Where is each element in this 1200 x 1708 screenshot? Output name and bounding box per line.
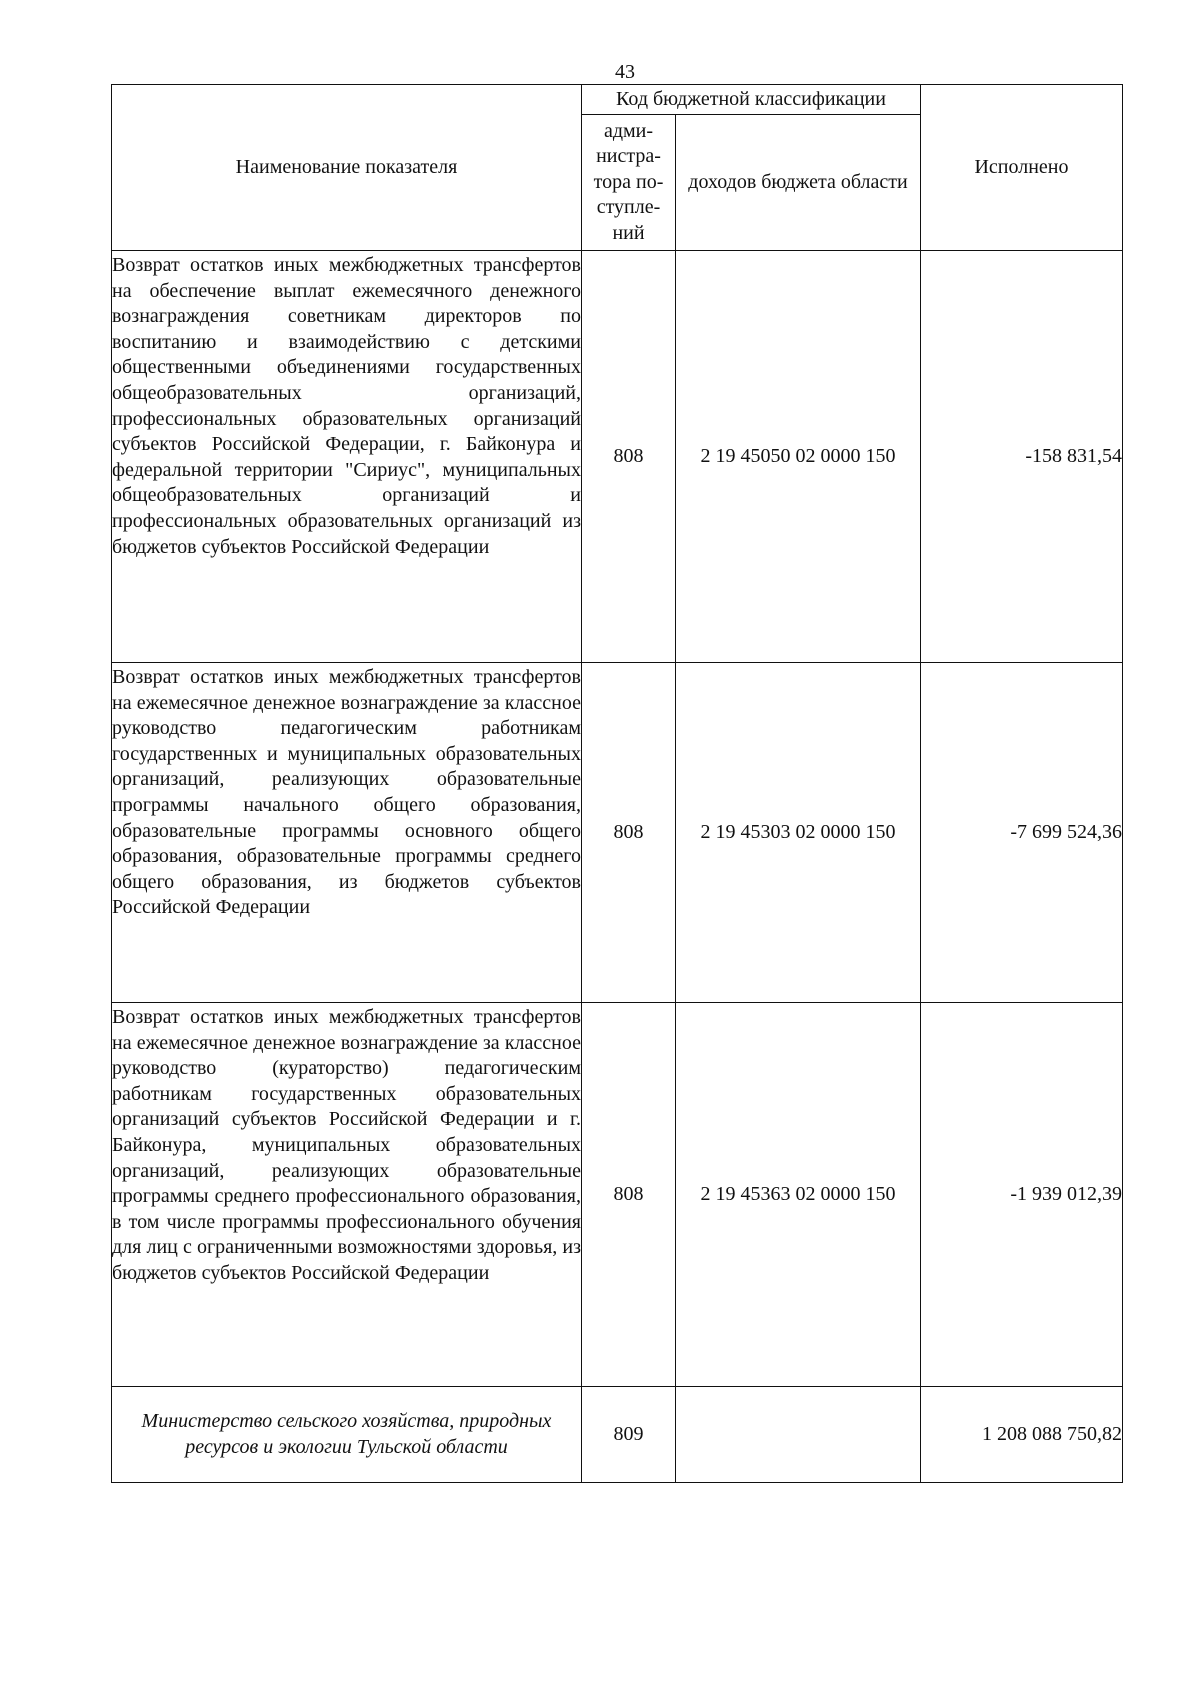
header-executed: Исполнено bbox=[921, 85, 1123, 251]
header-code: Код бюджетной классификации bbox=[582, 85, 921, 115]
table-row-ministry bbox=[112, 1387, 1123, 1483]
header-admin: адми-нистра-тора по-ступле-ний bbox=[582, 115, 676, 251]
budget-table bbox=[111, 84, 1123, 1483]
table-row bbox=[112, 663, 1123, 1003]
row-admin-code: 808 bbox=[582, 251, 676, 663]
page-number: 43 bbox=[615, 61, 635, 83]
row-name: Возврат остатков иных межбюджетных трансфертов на обеспечение выплат ежемесячного денежного вознаграждения советникам директоров по воспитанию и взаимодействию с детскими общественными объединениями государственных общеобразовательных организаций, профессиональных образовательных организаций субъектов Российской Федерации, г. Байконура и федеральной территории "Сириус", муниципальных общеобразовательных организаций и профессиональных образовательных организаций из бюджетов субъектов Российской Федерации bbox=[112, 251, 582, 663]
header-income: доходов бюджета области bbox=[676, 115, 921, 251]
row-executed: -7 699 524,36 bbox=[921, 663, 1123, 1003]
row-admin-code: 808 bbox=[582, 1003, 676, 1387]
table-row bbox=[112, 251, 1123, 663]
row-name: Возврат остатков иных межбюджетных трансфертов на ежемесячное денежное вознаграждение за классное руководство педагогическим работникам государственных и муниципальных образовательных организаций, реализующих образовательные программы начального общего образования, образовательные программы основного общего образования, образовательные программы среднего общего образования, из бюджетов субъектов Российской Федерации bbox=[112, 663, 582, 1003]
row-executed: 1 208 088 750,82 bbox=[921, 1387, 1123, 1483]
row-admin-code: 808 bbox=[582, 663, 676, 1003]
row-name: Возврат остатков иных межбюджетных трансфертов на ежемесячное денежное вознаграждение за классное руководство (кураторство) педагогическим работникам государственных образовательных организаций субъектов Российской Федерации и г. Байконура, муниципальных образовательных организаций, реализующих образовательные программы среднего профессионального образования, в том числе программы профессионального обучения для лиц с ограниченными возможностями здоровья, из бюджетов субъектов Российской Федерации bbox=[112, 1003, 582, 1387]
row-income-code: 2 19 45303 02 0000 150 bbox=[676, 663, 921, 1003]
row-income-code: 2 19 45050 02 0000 150 bbox=[676, 251, 921, 663]
row-admin-code: 809 bbox=[582, 1387, 676, 1483]
row-income-code: 2 19 45363 02 0000 150 bbox=[676, 1003, 921, 1387]
ministry-name: Министерство сельского хозяйства, природных ресурсов и экологии Тульской области bbox=[112, 1387, 582, 1483]
header-row-top bbox=[112, 85, 1123, 115]
row-executed: -1 939 012,39 bbox=[921, 1003, 1123, 1387]
table-row bbox=[112, 1003, 1123, 1387]
row-income-code bbox=[676, 1387, 921, 1483]
row-executed: -158 831,54 bbox=[921, 251, 1123, 663]
header-name: Наименование показателя bbox=[112, 85, 582, 251]
